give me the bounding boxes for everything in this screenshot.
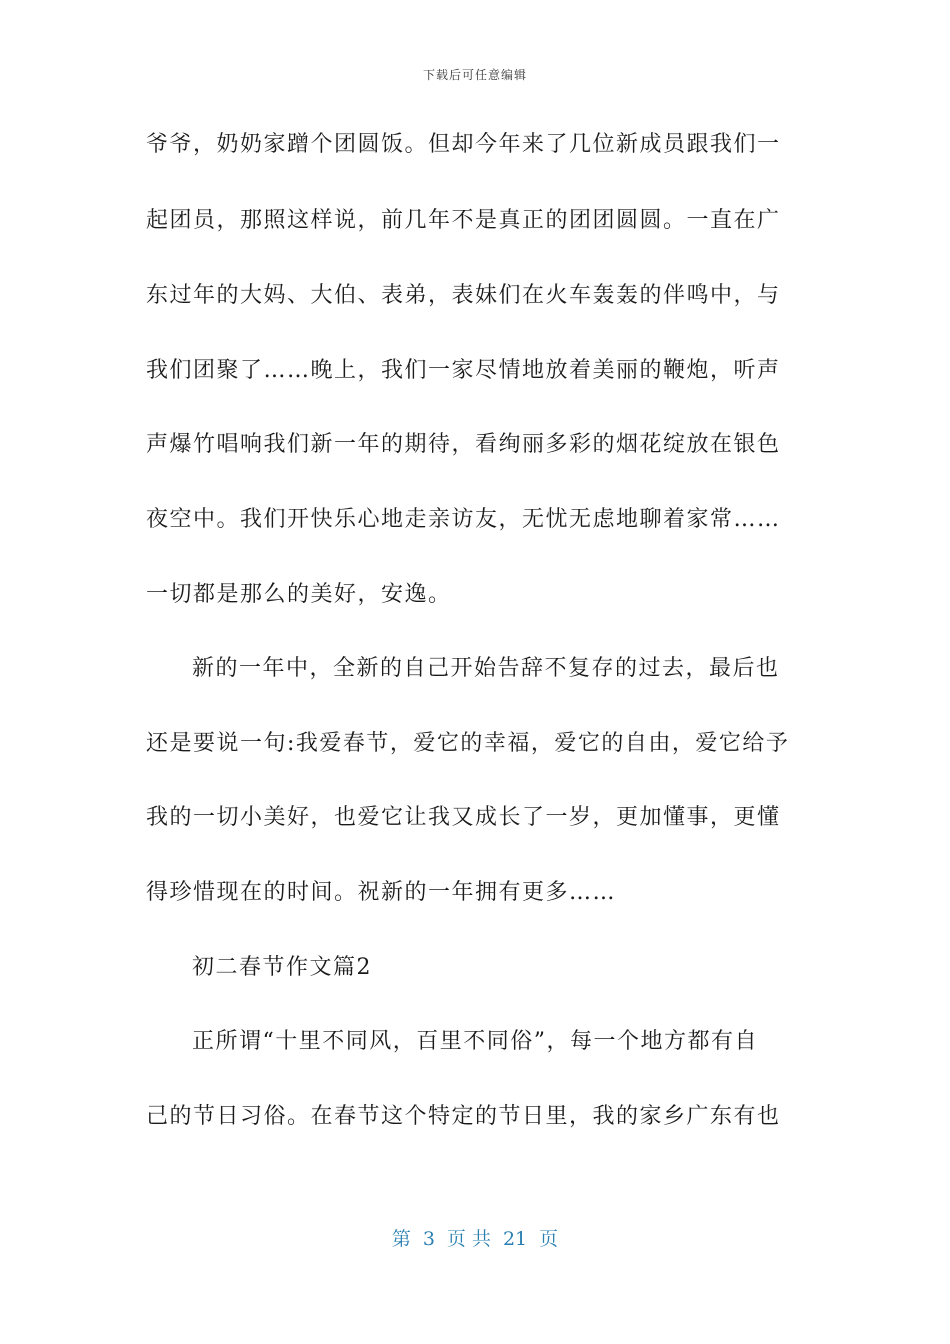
current-page-number: 3 <box>422 1228 435 1250</box>
footer-suffix: 页 <box>539 1228 559 1250</box>
text-line: 得珍惜现在的时间。祝新的一年拥有更多…… <box>146 880 617 905</box>
section-heading: 初二春节作文篇2 <box>192 955 372 980</box>
text-line: 我的一切小美好，也爱它让我又成长了一岁，更加懂事，更懂 <box>146 805 781 830</box>
text-line: 夜空中。我们开快乐心地走亲访友，无忧无虑地聊着家常…… <box>146 507 781 532</box>
page-header: 下载后可任意编辑 <box>422 68 527 82</box>
text-line: 起团员，那照这样说，前几年不是真正的团团圆圆。一直在广 <box>146 208 781 233</box>
text-line: 声爆竹唱响我们新一年的期待，看绚丽多彩的烟花绽放在银色 <box>146 432 781 457</box>
text-line: 一切都是那么的美好，安逸。 <box>146 582 452 607</box>
footer-prefix: 第 <box>391 1228 411 1250</box>
text-line: 我们团聚了……晚上，我们一家尽情地放着美丽的鞭炮，听声 <box>146 358 781 383</box>
total-page-count: 21 <box>502 1228 528 1250</box>
text-line: 爷爷，奶奶家蹭个团圆饭。但却今年来了几位新成员跟我们一 <box>146 132 781 157</box>
text-line: 还是要说一句:我爱春节，爱它的幸福，爱它的自由，爱它给予 <box>146 731 790 756</box>
text-line: 新的一年中，全新的自己开始告辞不复存的过去，最后也 <box>192 656 780 681</box>
footer-middle: 页 共 <box>446 1228 491 1250</box>
text-line: 正所谓“十里不同风，百里不同俗”，每一个地方都有自 <box>192 1029 758 1054</box>
text-line: 东过年的大妈、大伯、表弟，表妹们在火车轰轰的伴鸣中，与 <box>146 283 781 308</box>
text-line: 己的节日习俗。在春节这个特定的节日里，我的家乡广东有也 <box>146 1104 781 1129</box>
page-footer <box>0 1224 950 1251</box>
